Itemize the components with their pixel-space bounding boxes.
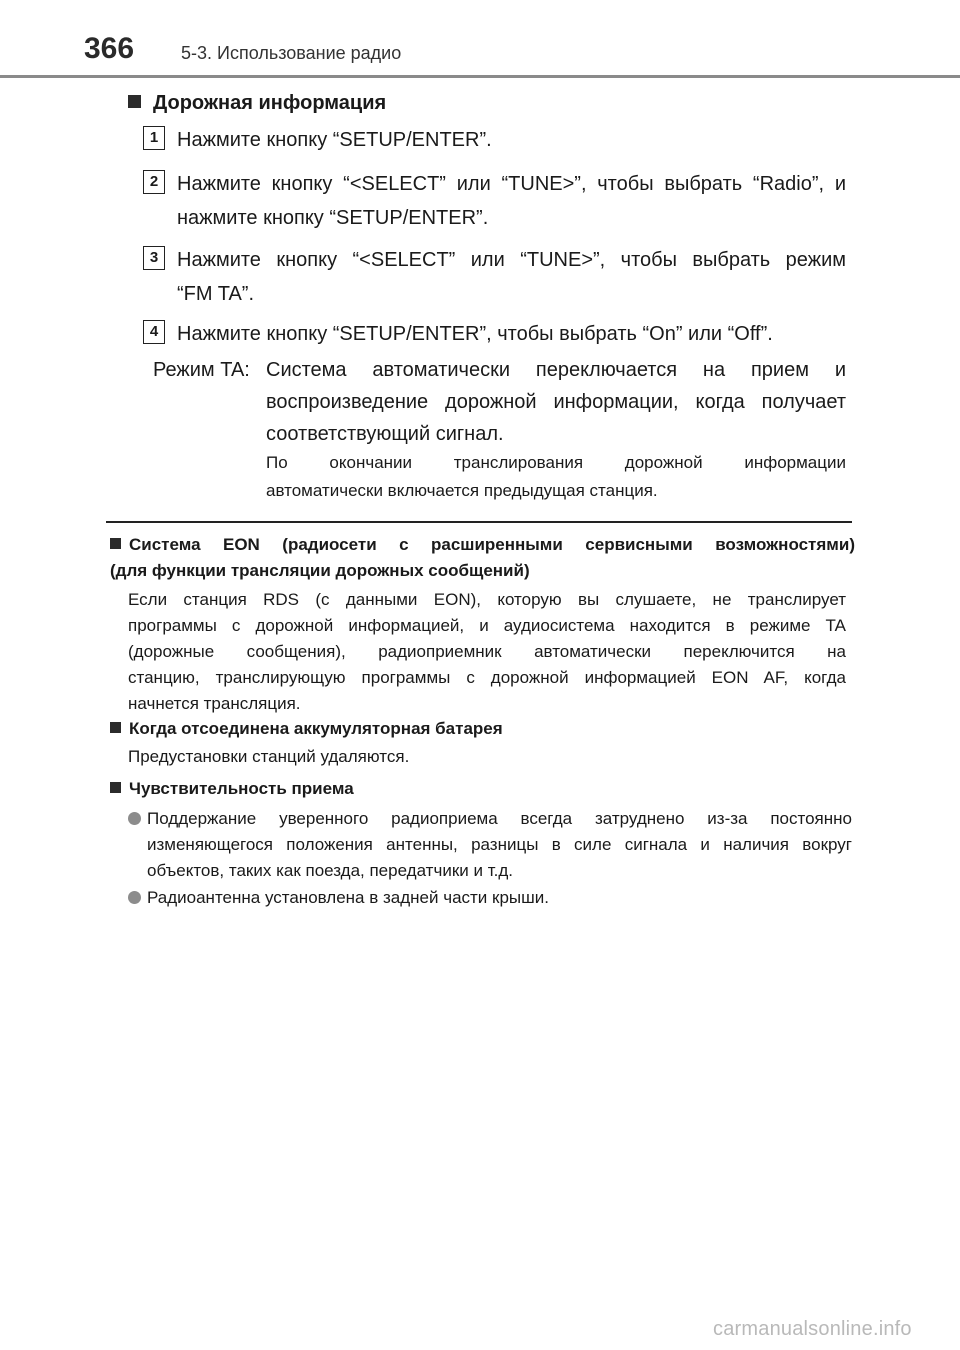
note-eon-title-line-1: Система EON (радиосети с расширенными сервисными возможностями) bbox=[110, 532, 855, 558]
step-number-2: 2 bbox=[143, 170, 165, 194]
ta-line-3: соответствующий сигнал. bbox=[266, 423, 504, 445]
square-bullet-icon bbox=[110, 782, 121, 793]
ta-note-line-2: автоматически включается предыдущая станция. bbox=[266, 481, 658, 500]
ta-line-1: Система автоматически переключается на прием и bbox=[266, 359, 846, 381]
step-text-2 bbox=[177, 167, 846, 235]
watermark: carmanualsonline.info bbox=[713, 1318, 912, 1340]
step-number-4: 4 bbox=[143, 320, 165, 344]
ta-mode-description bbox=[266, 354, 846, 450]
section-title-text: Дорожная информация bbox=[153, 92, 387, 114]
section-title bbox=[128, 91, 386, 115]
page-header bbox=[0, 0, 960, 80]
sensitivity-bullet-2 bbox=[128, 885, 852, 911]
step-3-line-1: Нажмите кнопку “<SELECT” или “TUNE>”, чтобы выбрать режим bbox=[177, 249, 846, 271]
note-eon-line-2: программы с дорожной информацией, и аудиосистема находится в режиме TA bbox=[128, 616, 846, 635]
sensitivity-bullet-1-text bbox=[147, 806, 852, 884]
step-2-line-2: нажмите кнопку “SETUP/ENTER”. bbox=[177, 207, 489, 229]
step-3-line-2: “FM TA”. bbox=[177, 283, 255, 305]
note-eon-line-1: Если станция RDS (с данными EON), которую вы слушаете, не транслирует bbox=[128, 590, 846, 609]
note-battery-line-1: Предустановки станций удаляются. bbox=[128, 747, 410, 766]
note-eon-line-5: начнется трансляция. bbox=[128, 694, 301, 713]
bullet-1-line-1: Поддержание уверенного радиоприема всегда затруднено из-за постоянно bbox=[147, 809, 852, 828]
bullet-1-line-3: объектов, таких как поезда, передатчики и т.д. bbox=[147, 861, 513, 880]
circle-bullet-icon bbox=[128, 812, 141, 825]
step-text-4 bbox=[177, 317, 846, 351]
ta-mode-note bbox=[266, 449, 846, 505]
square-bullet-icon bbox=[128, 95, 141, 108]
ta-line-2: воспроизведение дорожной информации, когда получает bbox=[266, 391, 846, 413]
note-eon-title bbox=[110, 532, 855, 584]
bullet-2-line-1: Радиоантенна установлена в задней части крыши. bbox=[147, 888, 549, 907]
note-battery-body bbox=[128, 744, 846, 770]
step-2-line-1: Нажмите кнопку “<SELECT” или “TUNE>”, чтобы выбрать “Radio”, и bbox=[177, 173, 846, 195]
header-rule bbox=[0, 75, 960, 78]
sensitivity-bullet-1 bbox=[128, 806, 852, 884]
note-eon-body bbox=[128, 587, 846, 717]
note-sensitivity-title: Чувствительность приема bbox=[110, 776, 855, 802]
step-text-1 bbox=[177, 123, 846, 157]
step-text-3 bbox=[177, 243, 846, 311]
ta-mode-label: Режим TA: bbox=[153, 359, 250, 381]
chapter-title: 5-3. Использование радио bbox=[181, 43, 402, 63]
square-bullet-icon bbox=[110, 722, 121, 733]
circle-bullet-icon bbox=[128, 891, 141, 904]
step-1-line-1: Нажмите кнопку “SETUP/ENTER”. bbox=[177, 129, 492, 151]
step-4-line-1: Нажмите кнопку “SETUP/ENTER”, чтобы выбрать “On” или “Off”. bbox=[177, 323, 773, 345]
page-number: 366 bbox=[84, 32, 135, 65]
step-number-1: 1 bbox=[143, 126, 165, 150]
note-eon-title-line-2: (для функции трансляции дорожных сообщений) bbox=[110, 561, 530, 580]
square-bullet-icon bbox=[110, 538, 121, 549]
sensitivity-bullet-2-text bbox=[147, 885, 852, 911]
bullet-1-line-2: изменяющегося положения антенны, разницы в силе сигнала и наличия вокруг bbox=[147, 835, 852, 854]
note-battery-title: Когда отсоединена аккумуляторная батарея bbox=[110, 716, 855, 742]
note-eon-line-3: (дорожные сообщения), радиоприемник автоматически переключится на bbox=[128, 642, 846, 661]
step-number-3: 3 bbox=[143, 246, 165, 270]
section-divider bbox=[106, 521, 852, 523]
ta-note-line-1: По окончании транслирования дорожной информации bbox=[266, 453, 846, 472]
note-eon-line-4: станцию, транслирующую программы с дорожной информацией EON AF, когда bbox=[128, 668, 846, 687]
